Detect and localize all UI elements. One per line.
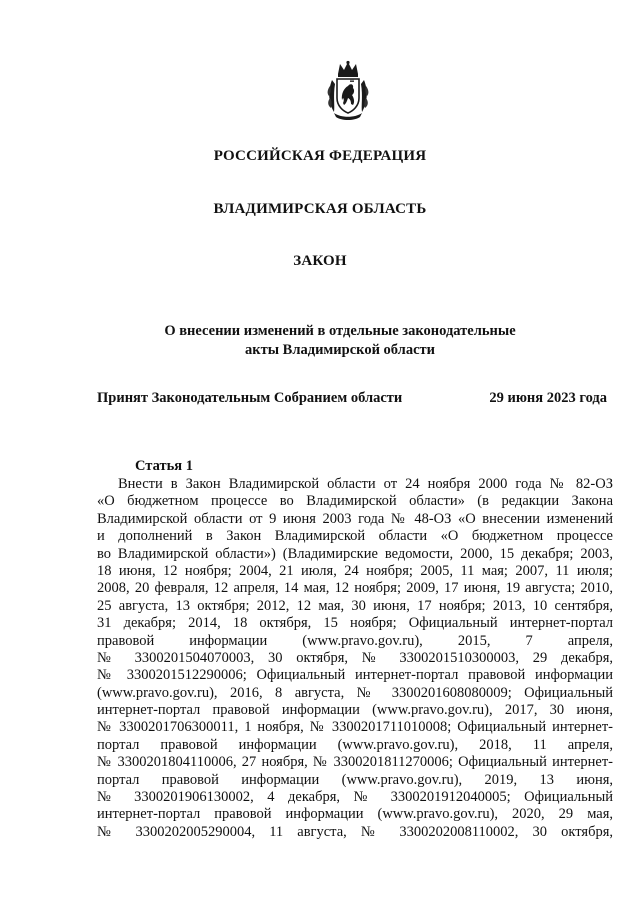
article-text-line: № 3300201906130002, 4 декабря, № 3300201912040005; Официальный — [97, 789, 613, 806]
region-title: ВЛАДИМИРСКАЯ ОБЛАСТЬ — [213, 201, 427, 217]
article-text-line: (www.pravo.gov.ru), 2016, 8 августа, № 3300201608080009; Официальный — [97, 684, 613, 701]
article-text-line: № 3300201706300011, 1 ноября, № 3300201711010008; Официальный интернет- — [97, 719, 613, 736]
article-heading: Статья 1 — [135, 458, 193, 474]
adopted-by: Принят Законодательным Собранием области — [97, 390, 403, 406]
article-text-line: № 3300202005290004, 11 августа, № 3300202008110002, 30 октября, — [97, 823, 613, 840]
article-text-line: 25 августа, 13 октября; 2012, 12 мая, 30 июня, 17 ноября; 2013, 10 сентября, — [97, 597, 613, 614]
article-body — [97, 476, 613, 841]
law-subject-line-1: О внесении изменений в отдельные законодательные — [164, 323, 516, 339]
law-subject-line-2: акты Владимирской области — [245, 342, 435, 358]
article-text-line: интернет-портал правовой информации (www.pravo.gov.ru), 2017, 30 июня, — [97, 702, 613, 719]
article-text-line: 18 июня, 12 ноября; 2004, 21 июля, 24 ноября; 2005, 11 мая; 2007, 11 июля; — [97, 562, 613, 579]
article-text-line: Внести в Закон Владимирской области от 24 ноября 2000 года № 82-ОЗ — [118, 476, 613, 492]
federation-title: РОССИЙСКАЯ ФЕДЕРАЦИЯ — [213, 148, 427, 164]
article-text-line: правовой информации (www.pravo.gov.ru), 2015, 7 апреля, — [97, 632, 613, 649]
article-text-line: Владимирской области от 9 июня 2003 года № 48-ОЗ «О внесении изменений — [97, 510, 613, 527]
adoption-date: 29 июня 2023 года — [489, 390, 607, 406]
article-text-line: и дополнений в Закон Владимирской области «О бюджетном процессе — [97, 528, 613, 545]
article-text-line: 31 декабря; 2014, 18 октября, 15 ноября; Официальный интернет-портал — [97, 615, 613, 632]
document-type: ЗАКОН — [293, 253, 347, 269]
article-text-line: № 3300201512290006; Официальный интернет-портал правовой информации — [97, 667, 613, 684]
article-text-line: № 3300201504070003, 30 октября, № 3300201510300003, 29 декабря, — [97, 649, 613, 666]
article-text-line: во Владимирской области») (Владимирские ведомости, 2000, 15 декабря; 2003, — [97, 545, 613, 562]
article-text-line: 2008, 20 февраля, 12 апреля, 14 мая, 12 ноября; 2009, 17 июня, 19 августа; 2010, — [97, 580, 613, 597]
article-text-line: портал правовой информации (www.pravo.gov.ru), 2019, 13 июня, — [97, 771, 613, 788]
article-text-line: портал правовой информации (www.pravo.gov.ru), 2018, 11 апреля, — [97, 736, 613, 753]
article-text-line: интернет-портал правовой информации (www.pravo.gov.ru), 2020, 29 мая, — [97, 806, 613, 823]
article-text-line: № 3300201804110006, 27 ноября, № 3300201811270006; Официальный интернет- — [97, 754, 613, 771]
law-subject — [140, 322, 540, 360]
coat-of-arms-icon — [326, 60, 370, 122]
article-text-line: «О бюджетном процессе во Владимирской области» (в редакции Закона — [97, 493, 613, 510]
